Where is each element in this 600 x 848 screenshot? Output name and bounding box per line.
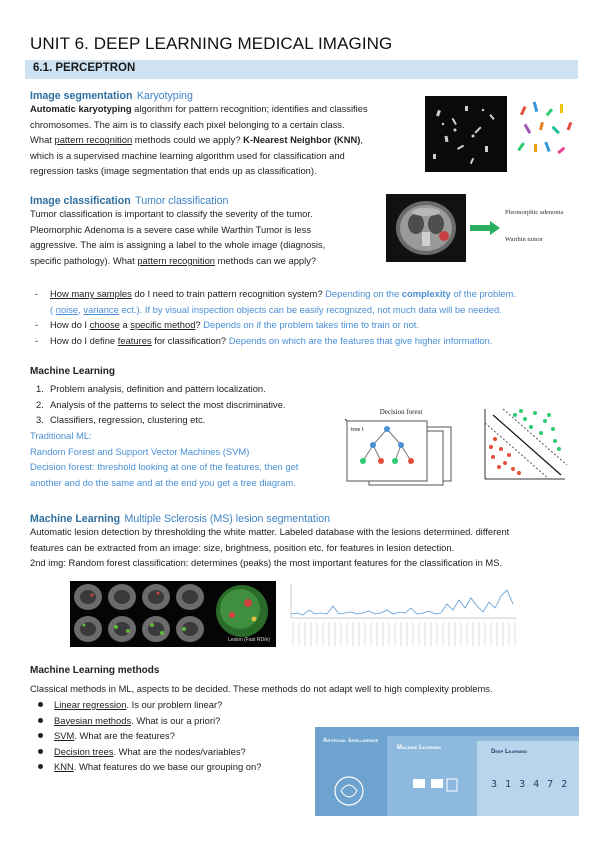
cls-heading-light: Tumor classification [135,195,229,207]
method-question: . What features do we base our grouping on? [73,761,262,773]
methods-list [30,697,320,775]
card-dl-title: Deep Learning [491,749,528,755]
cls-text: Tumor classification is important to classify the severity of the tumor. [30,208,313,219]
seg-text: chromosomes. The aim is to classify each pixel belonging to a certain class. [30,118,345,130]
ms-text: 2nd img: Random forest classification: determines (peaks) the most important features for the classification in MS. [30,557,503,569]
ml-note: Decision forest: threshold looking at one of the features, then get [30,461,299,473]
seg-text: which is a supervised machine learning algorithm used for classification and [30,149,345,161]
label-pleomorphic-adenoma: Pleomorphic adenoma [505,209,564,216]
ml-note: Traditional ML: [30,430,92,441]
method-name: KNN [54,761,74,773]
ml-step: Problem analysis, definition and pattern localization. [50,383,266,394]
cls-text: Pleomorphic Adenoma is a severe case while Warthin Tumor is less [30,223,312,235]
decision-forest-diagram [343,405,461,487]
list-item [30,286,580,317]
ml-note: another and do the same and at the end you get a tree diagram. [30,476,296,488]
method-name: Bayesian methods [54,714,132,726]
list-item [30,317,580,333]
seg-paragraph [30,101,420,179]
mri-head-image [386,194,466,262]
seg-text: algorithm for pattern recognition; identifies and classifies [131,103,368,114]
seg-heading-light: Karyotyping [136,90,193,102]
seg-text: What [30,134,55,146]
method-question: . What are the nodes/variables? [113,745,246,757]
ml-heading: Machine Learning [30,366,116,377]
methods-intro: Classical methods in ML, aspects to be decided. These methods do not adapt well to high complexity problems. [30,683,493,694]
cls-text: aggressive. The aim is assigning a label to the whole image (diagnosis, [30,239,326,251]
cls-underlined: pattern recognition [137,254,215,266]
seg-text: regression tasks (image segmentation that ends up as classification). [30,165,317,177]
section-title: 6.1. PERCEPTRON [33,62,136,74]
brain-icon [329,773,369,809]
method-question: . What is our a priori? [131,714,221,726]
seg-text: , [360,134,363,146]
q-blue: of the problem. [450,288,516,299]
label-warthin-tumor: Warthin tumor [505,236,543,243]
karyotype-colored-chromosomes [512,96,582,166]
cls-text: specific pathology). What [30,254,138,266]
list-item: 2. Analysis of the patterns to select the most discriminative. [36,398,286,410]
karyotype-microscopy-image [425,96,507,172]
ml-note: Random Forest and Support Vector Machines (SVM) [30,445,250,457]
q-blue-underlined: noise [55,303,79,315]
ms-brain-mri-grid [70,581,276,647]
q-underlined: How many samples [50,288,132,299]
q-text: do I need to train pattern recognition system? [131,288,326,299]
method-name: Decision trees [54,745,114,757]
seg-heading-bold: Image segmentation [30,90,133,102]
questions-list [30,286,580,348]
q-underlined: specific method [130,319,196,331]
seg-bold: Automatic karyotyping [30,103,132,114]
q-text: ? [195,319,204,331]
arrow-icon [470,221,500,240]
seg-underlined: pattern recognition [54,134,133,146]
forest-title: Decision forest [379,408,423,416]
ms-paragraph [30,524,590,571]
list-item [30,713,320,729]
card-dl-digits: 3 1 3 4 7 2 [491,779,569,790]
q-blue-underlined: variance [83,303,119,315]
svm-scatter-diagram [475,405,569,487]
ai-ml-dl-infographic [315,727,579,816]
list-item [30,759,320,775]
q-underlined: choose [89,319,120,331]
q-text: a [119,319,131,331]
tree-label: tree t [351,427,364,433]
q-blue: ect.). If by visual inspection objects can be easily recognized, not much data will be needed. [118,303,502,315]
list-item [30,744,320,760]
card-ml-title: Machine Learning [397,745,442,751]
cls-heading-bold: Image classification [30,195,131,207]
seg-text: methods could we apply? [132,134,244,146]
q-blue: Depends on which are the features that give higher information. [228,334,493,346]
feature-importance-chart [287,580,520,650]
method-name: Linear regression [54,699,127,710]
method-question: . What are the features? [74,730,175,742]
page-title: UNIT 6. DEEP LEARNING MEDICAL IMAGING [30,34,393,53]
ms-image-caption: Lesion (Fast RD/e) [228,637,270,643]
ms-heading-bold: Machine Learning [30,513,121,525]
ml-steps-list [30,381,340,428]
q-text: How do I [50,319,90,331]
list-item [30,333,580,349]
card-ai-title: Artificial Intelligence [323,738,379,744]
list-item [30,728,320,744]
method-question: . Is our problem linear? [126,699,223,710]
seg-bold: K-Nearest Neighbor (KNN) [243,134,361,146]
ms-text: features can be extracted from an image: size, brightness, position etc. for features in lesion detection. [30,541,455,553]
ml-notes [30,428,340,490]
cls-paragraph [30,206,380,268]
ms-heading-light: Multiple Sclerosis (MS) lesion segmentation [124,513,330,525]
q-text: How do I define [50,334,118,346]
method-name: SVM [54,730,75,742]
list-item [30,697,320,713]
ml-icons [411,775,461,799]
ml-step: Classifiers, regression, clustering etc. [50,414,206,426]
ms-text: Automatic lesion detection by thresholding the white matter. Labeled database with the lesions determined. different [30,526,510,537]
q-text: for classification? [151,334,229,346]
list-item: 1. Problem analysis, definition and pattern localization. [36,383,266,394]
q-underlined: features [117,334,152,346]
q-blue: ( [50,303,56,315]
ml-step: Analysis of the patterns to select the most discriminative. [50,398,286,410]
q-blue: Depends on if the problem takes time to train or not. [203,319,419,331]
q-blue: , [78,303,84,315]
cls-text: methods can we apply? [215,254,317,266]
q-blue-bold: complexity [401,288,451,299]
list-item: 3. Classifiers, regression, clustering etc. [36,414,206,426]
methods-heading: Machine Learning methods [30,665,160,676]
q-blue: Depending on the [325,288,402,299]
